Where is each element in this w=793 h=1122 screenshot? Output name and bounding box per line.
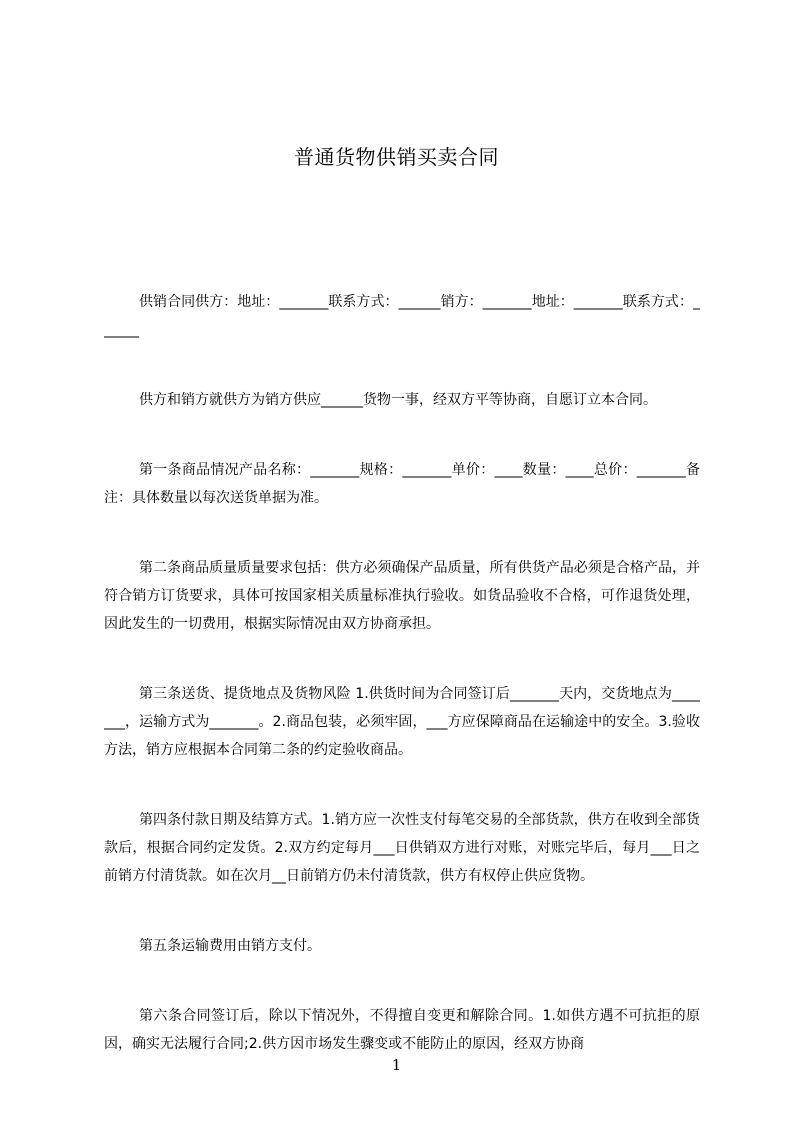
paragraph-gap [104,344,700,386]
page-number: 1 [391,1056,402,1074]
document-body [104,288,700,1058]
paragraph-gap [104,764,700,806]
paragraph-article-5: 第五条运输费用由销方支付。 [139,938,321,954]
paragraph-gap [104,414,700,456]
paragraph-gap [104,890,700,932]
document-title: 普通货物供销买卖合同 [294,145,499,169]
paragraph-intro: 供方和销方就供方为销方供应______货物一事，经双方平等协商，自愿订立本合同。 [139,392,657,408]
paragraph-gap [104,512,700,554]
paragraph-gap [104,960,700,1002]
paragraph-article-4: 第四条付款日期及结算方式。1.销方应一次性支付每笔交易的全部货款，供方在收到全部货款后，根据合同约定发货。2.双方约定每月___日供销双方进行对账，对账完毕后，每月___日之前销方付清货款。如在次月__日前销方仍未付清货款，供方有权停止供应货物。 [104,812,700,884]
paragraph-gap [104,638,700,680]
paragraph-parties: 供销合同供方：地址：_______联系方式：______销方：_______地址：_______联系方式：______ [104,294,700,338]
paragraph-article-3: 第三条送货、提货地点及货物风险 1.供货时间为合同签订后_______天内，交货地点为_______，运输方式为_______。2.商品包装，必须牢固，___方应保障商品在运输途中的安全。3.验收方法，销方应根据本合同第二条的约定验收商品。 [104,686,700,758]
paragraph-article-2: 第二条商品质量质量要求包括：供方必须确保产品质量，所有供货产品必须是合格产品，并符合销方订货要求，具体可按国家相关质量标准执行验收。如货品验收不合格，可作退货处理，因此发生的一切费用，根据实际情况由双方协商承担。 [104,560,700,632]
paragraph-article-1: 第一条商品情况产品名称：_______规格：_______单价：____数量：____总价：_______备注：具体数量以每次送货单据为准。 [104,462,700,506]
paragraph-article-6: 第六条合同签订后，除以下情况外，不得擅自变更和解除合同。1.如供方遇不可抗拒的原因，确实无法履行合同;2.供方因市场发生骤变或不能防止的原因，经双方协商 [104,1008,700,1052]
